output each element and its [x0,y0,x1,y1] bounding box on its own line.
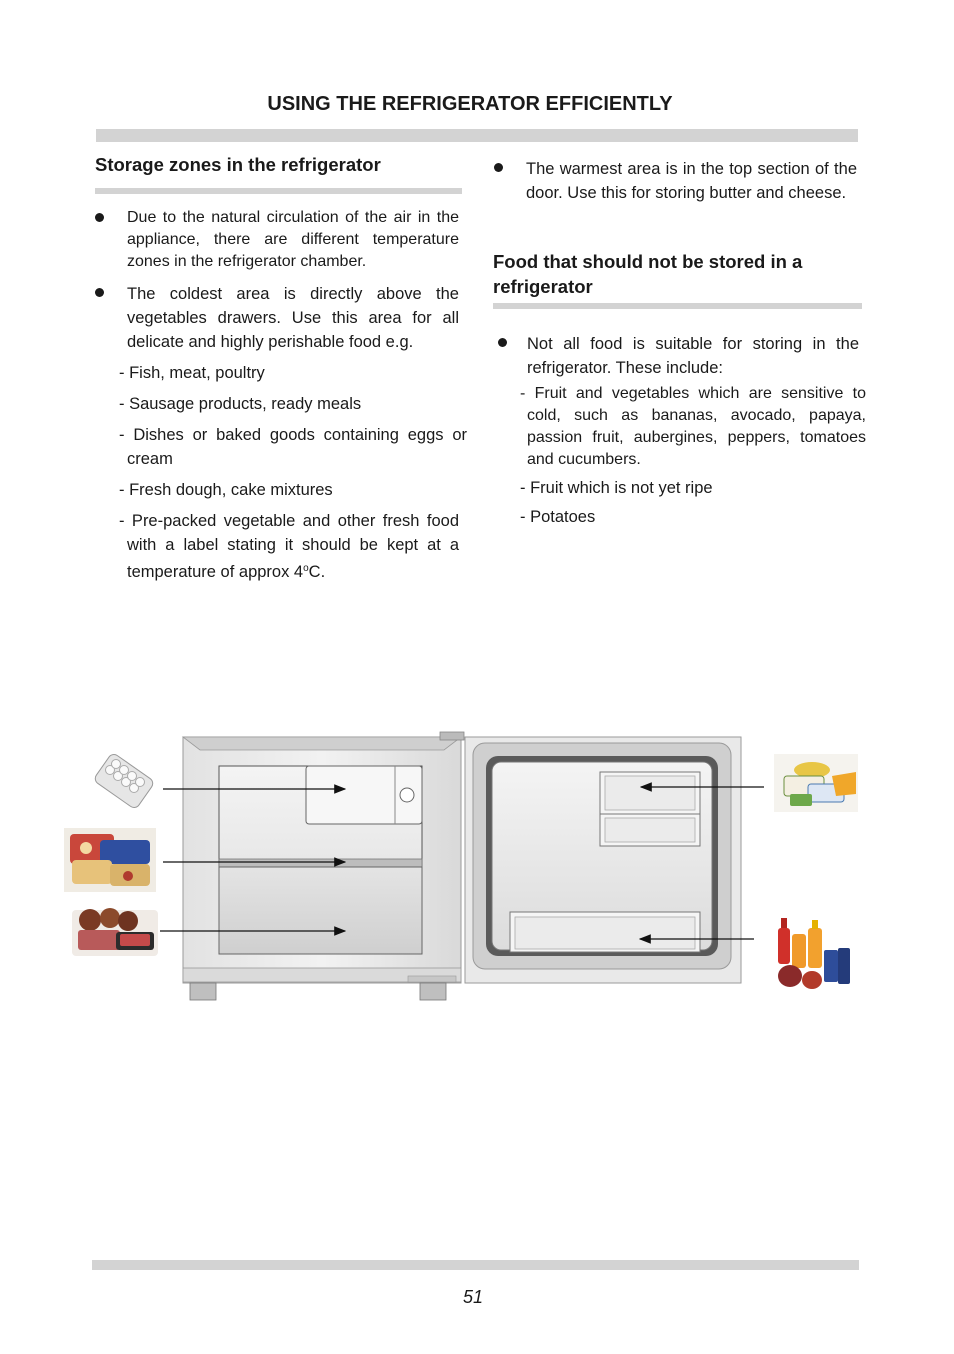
list-item: - Pre-packed vegetable and other fresh food with a label stating it should be kept at a temperature of approx 4$^o$C. [119,512,459,581]
title-divider [96,129,858,142]
page-number: 51 [462,1287,484,1307]
list-item: - Potatoes [520,508,596,526]
degree-symbol: o [303,563,309,574]
list-item: - Fruit and vegetables which are sensitive to cold, such as bananas, avocado, papaya, passion fruit, aubergines, peppers, tomatoes and cucumbers. [520,385,866,468]
left-bullet-2: The coldest area is directly above the vegetables drawers. Use this area for all delicate and highly perishable food e.g. [127,285,459,351]
fridge-cabinet [183,732,464,1000]
footer-divider [92,1260,859,1270]
left-bullet-1: Due to the natural circulation of the air in the appliance, there are different temperature zones in the refrigerator chamber. [127,209,459,270]
fridge-door-open [465,737,741,983]
eggs-icon [93,752,155,810]
left-heading: Storage zones in the refrigerator [95,154,381,175]
ready-meals-icon [64,828,156,892]
list-item: - Fish, meat, poultry [119,364,265,382]
right-heading: Food that should not be stored in a refrigerator [493,251,803,297]
list-item: - Fruit which is not yet ripe [520,479,713,497]
bullet-icon [95,288,104,297]
right-heading-divider [493,303,862,309]
list-item: - Dishes or baked goods containing eggs or cream [119,426,467,468]
right-bullet-2: Not all food is suitable for storing in the refrigerator. These include: [527,335,859,377]
bottles-icon [772,916,852,990]
list-item: - Sausage products, ready meals [119,395,362,413]
left-heading-divider [95,188,462,194]
page-title: USING THE REFRIGERATOR EFFICIENTLY [267,93,673,115]
refrigerator-illustration [0,720,954,1010]
bullet-icon [95,213,104,222]
bullet-icon [498,338,507,347]
meat-icon [72,908,158,956]
list-item: - Fresh dough, cake mixtures [119,481,333,499]
right-bullet-1: The warmest area is in the top section of the door. Use this for storing butter and cheese. [526,160,857,202]
butter-cheese-icon [774,754,858,812]
bullet-icon [494,163,503,172]
